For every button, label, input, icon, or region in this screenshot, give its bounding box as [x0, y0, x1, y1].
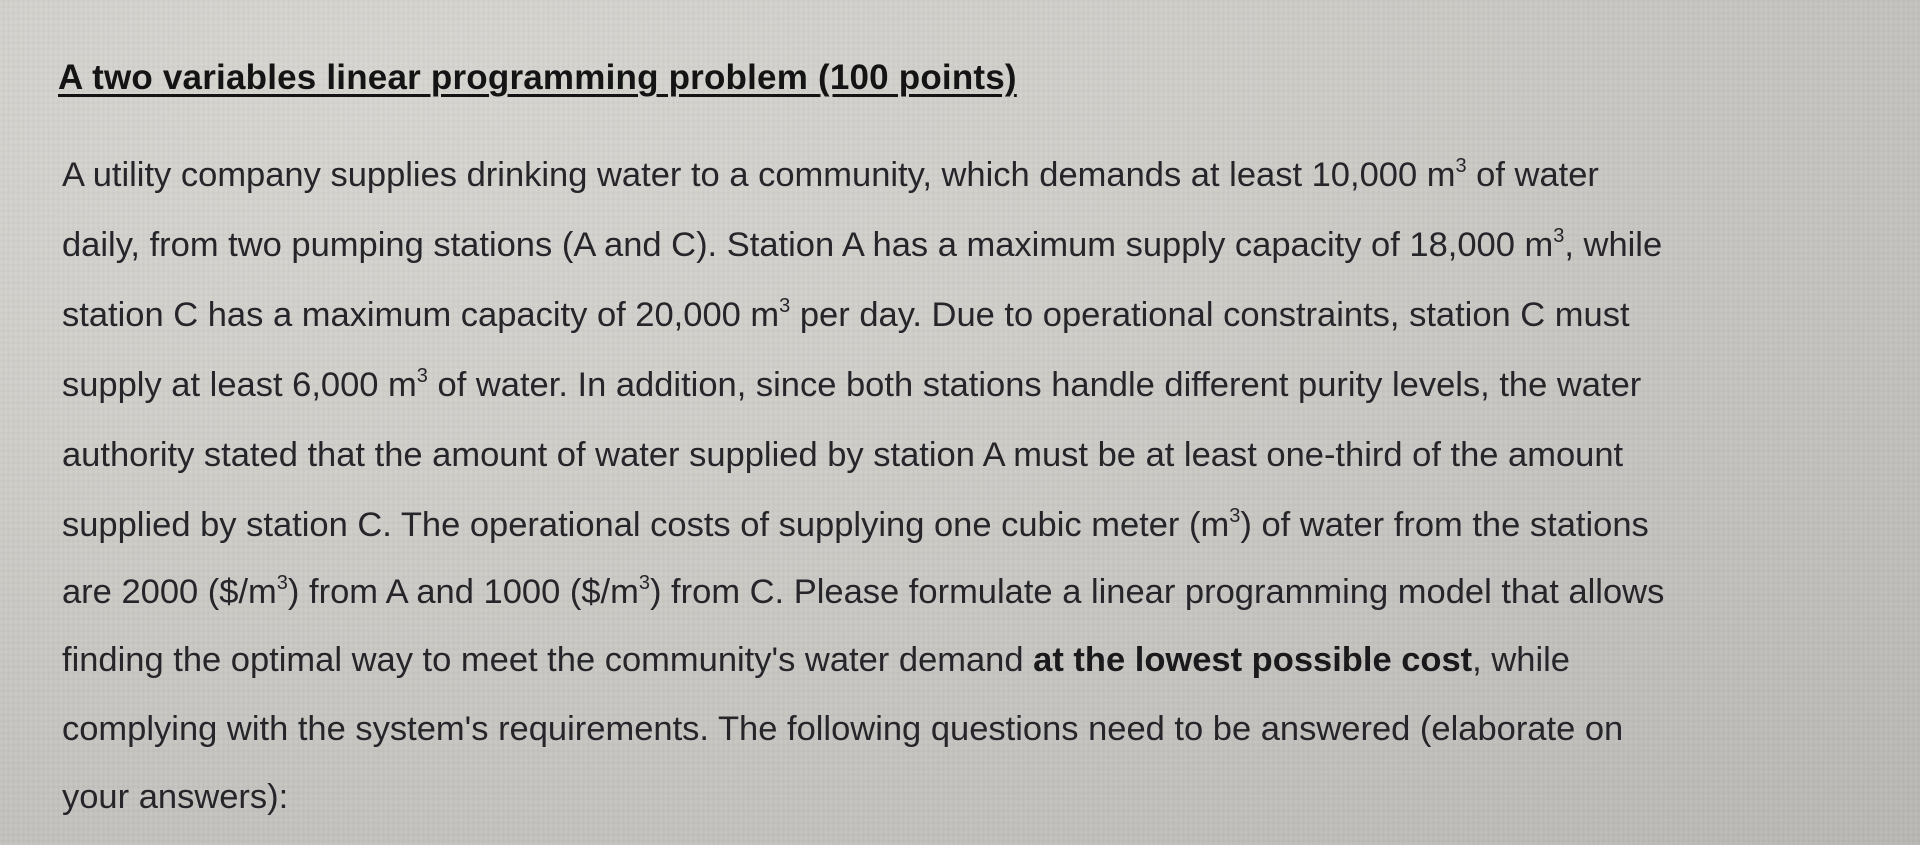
- line-text: station C has a maximum capacity of 20,000 m: [62, 296, 780, 334]
- line-text: complying with the system's requirements. The following questions need to be answered (elaborate on: [62, 710, 1624, 748]
- line-text: authority stated that the amount of water supplied by station A must be at least one-third of the amount: [62, 436, 1624, 474]
- line-text: ) from C. Please formulate a linear programming model that allows: [649, 573, 1665, 611]
- paragraph-line-1: [62, 155, 1892, 194]
- line-text: supplied by station C. The operational costs of supplying one cubic meter (m: [62, 506, 1230, 544]
- paragraph-line-8: [62, 643, 1892, 678]
- superscript: 3: [1553, 225, 1565, 247]
- paragraph-line-7: [62, 572, 1892, 611]
- line-text: of water: [1466, 156, 1599, 194]
- paragraph-line-5: [62, 438, 1892, 473]
- line-text: daily, from two pumping stations (A and C). Station A has a maximum supply capacity of 18,000 m: [62, 226, 1554, 264]
- line-text: finding the optimal way to meet the community's water demand: [62, 641, 1034, 679]
- line-text: A utility company supplies drinking water to a community, which demands at least 10,000 m: [62, 156, 1456, 194]
- line-text: ) of water from the stations: [1240, 506, 1649, 544]
- paragraph-line-2: [62, 225, 1892, 264]
- superscript: 3: [638, 572, 650, 594]
- superscript: 3: [1455, 155, 1467, 177]
- paragraph-line-4: [62, 365, 1892, 404]
- line-text: your answers):: [62, 778, 289, 816]
- paragraph-line-3: [62, 295, 1892, 334]
- superscript: 3: [416, 365, 428, 387]
- paragraph-line-6: [62, 505, 1892, 544]
- emphasis-text: at the lowest possible cost: [1033, 641, 1473, 679]
- problem-heading: A two variables linear programming problem (100 points): [58, 58, 1017, 97]
- line-text: of water. In addition, since both stations handle different purity levels, the water: [427, 366, 1642, 404]
- line-text: , while: [1472, 641, 1570, 679]
- paragraph-line-9: [62, 712, 1892, 747]
- line-text: per day. Due to operational constraints, station C must: [790, 296, 1630, 334]
- line-text: are 2000 ($/m: [62, 573, 277, 611]
- paragraph-line-10: [62, 780, 1892, 815]
- superscript: 3: [276, 572, 288, 594]
- superscript: 3: [1229, 505, 1241, 527]
- line-text: supply at least 6,000 m: [62, 366, 417, 404]
- superscript: 3: [779, 295, 791, 317]
- line-text: ) from A and 1000 ($/m: [287, 573, 639, 611]
- line-text: , while: [1564, 226, 1663, 264]
